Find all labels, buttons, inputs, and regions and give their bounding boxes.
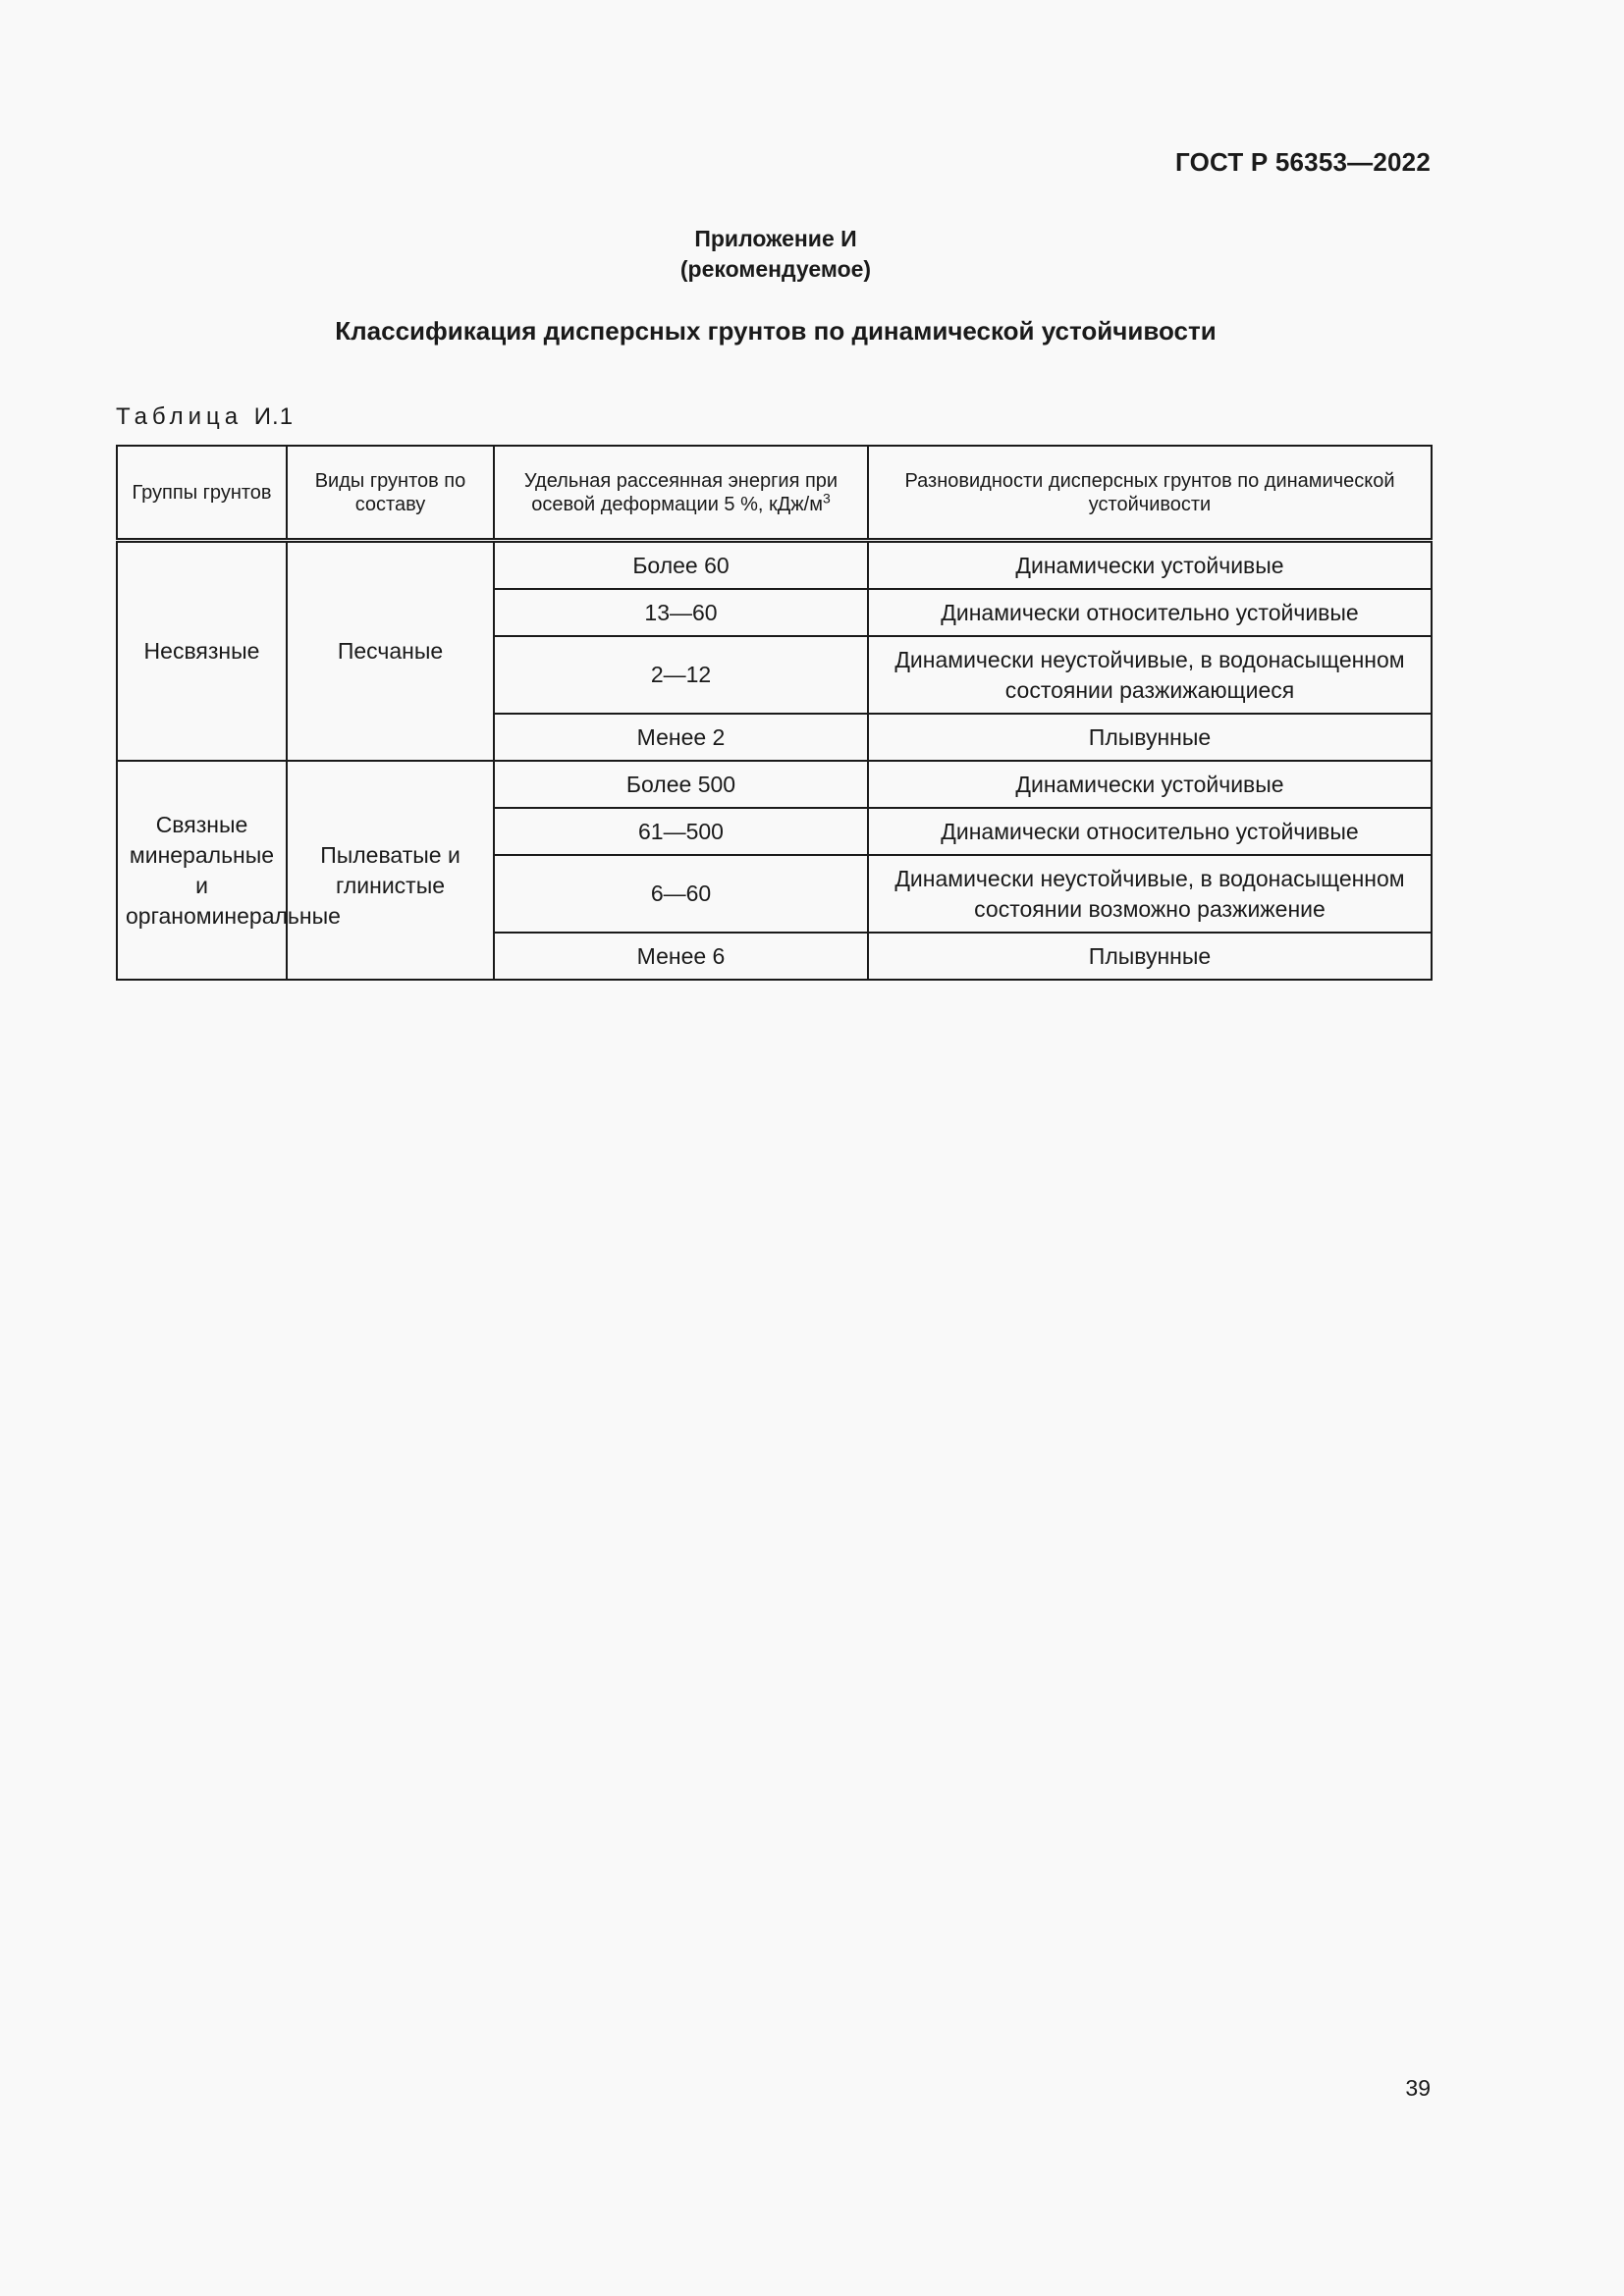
table-caption [116,403,294,431]
cell-variety: Динамически относительно устойчивые [868,589,1432,636]
annex-status: (рекомендуемое) [679,256,872,282]
table-header-row [117,446,1432,541]
header-energy-text: Удельная рассеянная энергия при осевой деформации 5 %, кДж/м [523,469,839,515]
cell-variety: Динамически относительно устойчивые [868,808,1432,855]
document-code: ГОСТ Р 56353—2022 [1175,147,1431,177]
header-composition: Виды грунтов по составу [287,446,494,541]
cell-variety: Динамически неустойчивые, в водонасыщенном состоянии разжижающиеся [868,636,1432,714]
cell-energy: Менее 2 [494,714,868,761]
cell-composition: Песчаные [287,541,494,762]
cell-variety: Динамически устойчивые [868,541,1432,590]
page-title: Классификация дисперсных грунтов по динамической устойчивости [335,316,1217,346]
header-energy-sup: 3 [822,489,831,506]
cell-energy: 61—500 [494,808,868,855]
header-variety: Разновидности дисперсных грунтов по динамической устойчивости [868,446,1432,541]
cell-energy: 6—60 [494,855,868,933]
table-row [117,761,1432,808]
cell-energy: 2—12 [494,636,868,714]
cell-group: Связные минеральные и органоминеральные [117,761,287,980]
table-caption-number: И.1 [253,403,295,430]
annex-title: Приложение И [694,226,857,251]
table-row [117,541,1432,590]
cell-energy: Более 60 [494,541,868,590]
cell-energy: Менее 6 [494,933,868,980]
header-energy [494,446,868,541]
classification-table [116,445,1433,981]
cell-variety: Динамически неустойчивые, в водонасыщенном состоянии возможно разжижение [868,855,1432,933]
cell-group: Несвязные [117,541,287,762]
annex-heading [0,224,1551,285]
cell-composition: Пылеватые и глинистые [287,761,494,980]
cell-variety: Плывунные [868,714,1432,761]
table-caption-label: Таблица [116,403,244,430]
page-number: 39 [1405,2075,1431,2101]
header-group: Группы грунтов [117,446,287,541]
cell-energy: 13—60 [494,589,868,636]
cell-variety: Плывунные [868,933,1432,980]
cell-energy: Более 500 [494,761,868,808]
cell-variety: Динамически устойчивые [868,761,1432,808]
